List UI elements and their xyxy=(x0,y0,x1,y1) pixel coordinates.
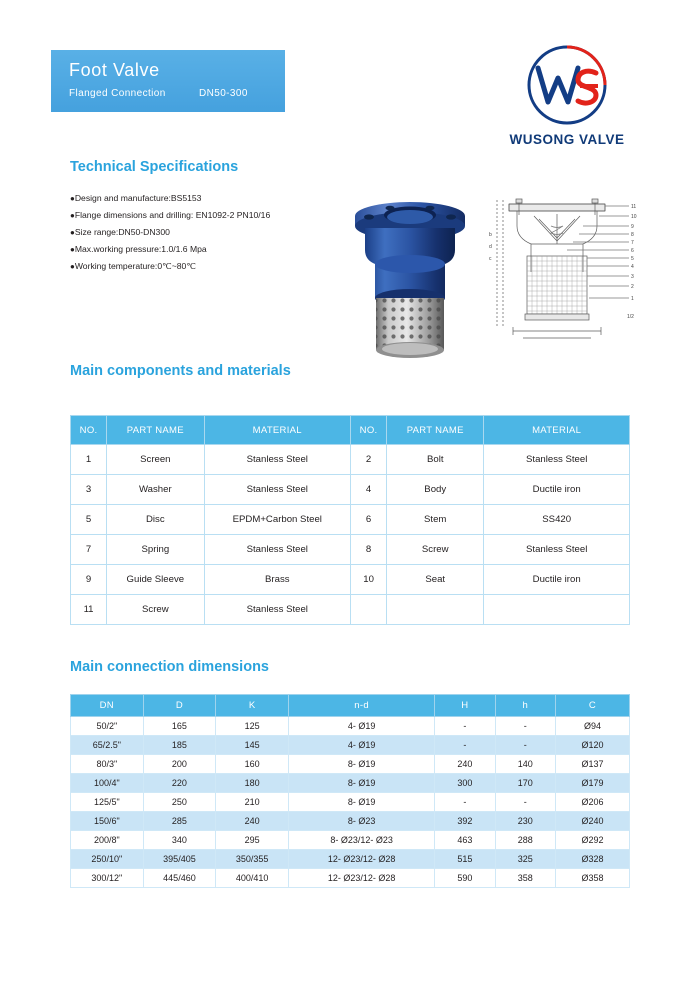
svg-text:2: 2 xyxy=(631,284,634,290)
col-part-2: PART NAME xyxy=(387,416,484,445)
cell: 220 xyxy=(143,774,216,793)
cell: Ø206 xyxy=(555,793,629,812)
col-part-1: PART NAME xyxy=(107,416,204,445)
cell: Ø292 xyxy=(555,831,629,850)
spec-text: Flange dimensions and drilling: EN1092-2 PN10/16 xyxy=(74,210,271,220)
cell: 240 xyxy=(216,812,289,831)
cell: Brass xyxy=(204,565,350,595)
cell: 125 xyxy=(216,717,289,736)
cell: 350/355 xyxy=(216,850,289,869)
svg-text:6: 6 xyxy=(631,248,634,254)
cell: 325 xyxy=(495,850,555,869)
cell: Stanless Steel xyxy=(204,595,350,625)
cell: 50/2" xyxy=(71,717,144,736)
table-row xyxy=(71,565,630,595)
cell: 8- Ø19 xyxy=(289,793,435,812)
cell: Stanless Steel xyxy=(204,535,350,565)
section-title-technical: Technical Specifications xyxy=(70,159,239,175)
cell: Ductile iron xyxy=(484,475,630,505)
cell: 5 xyxy=(71,505,107,535)
col-mat-1: MATERIAL xyxy=(204,416,350,445)
cell: 160 xyxy=(216,755,289,774)
cell: - xyxy=(495,793,555,812)
table-row xyxy=(71,736,630,755)
svg-text:3: 3 xyxy=(631,274,634,280)
cell: Stanless Steel xyxy=(484,445,630,475)
table-row xyxy=(71,595,630,625)
table-row xyxy=(71,812,630,831)
cell: 150/6" xyxy=(71,812,144,831)
table-row xyxy=(71,793,630,812)
cell: Disc xyxy=(107,505,204,535)
cell: 185 xyxy=(143,736,216,755)
col-c: C xyxy=(555,695,629,717)
table-row xyxy=(71,475,630,505)
technical-specs-list xyxy=(70,190,340,275)
table-row xyxy=(71,505,630,535)
col-dn: DN xyxy=(71,695,144,717)
cell: 9 xyxy=(71,565,107,595)
page-header xyxy=(0,0,700,147)
section-title-dimensions: Main connection dimensions xyxy=(70,659,269,675)
cell: 250 xyxy=(143,793,216,812)
cell: 300/12" xyxy=(71,869,144,888)
cell: Ø179 xyxy=(555,774,629,793)
cell: 8- Ø23/12- Ø23 xyxy=(289,831,435,850)
cell: 12- Ø23/12- Ø28 xyxy=(289,869,435,888)
cell: Bolt xyxy=(387,445,484,475)
spec-item: ●Flange dimensions and drilling: EN1092-2 PN10/16 xyxy=(70,210,271,220)
cell: 8- Ø23 xyxy=(289,812,435,831)
col-no-1: NO. xyxy=(71,416,107,445)
cell: 285 xyxy=(143,812,216,831)
cell: Spring xyxy=(107,535,204,565)
cell: Ø240 xyxy=(555,812,629,831)
col-k: K xyxy=(216,695,289,717)
cell: SS420 xyxy=(484,505,630,535)
cell: Stanless Steel xyxy=(204,445,350,475)
cell: 358 xyxy=(495,869,555,888)
svg-text:c: c xyxy=(489,256,492,262)
cell: Ductile iron xyxy=(484,565,630,595)
svg-text:9: 9 xyxy=(631,224,634,230)
cell: 6 xyxy=(351,505,387,535)
cell: 445/460 xyxy=(143,869,216,888)
cell: 3 xyxy=(71,475,107,505)
cell: 100/4" xyxy=(71,774,144,793)
cell: 140 xyxy=(495,755,555,774)
cell: 10 xyxy=(351,565,387,595)
col-no-2: NO. xyxy=(351,416,387,445)
table-row xyxy=(71,850,630,869)
cell: 295 xyxy=(216,831,289,850)
cell: 8 xyxy=(351,535,387,565)
cell: 210 xyxy=(216,793,289,812)
cell: 395/405 xyxy=(143,850,216,869)
cell: 240 xyxy=(435,755,495,774)
section-title-components: Main components and materials xyxy=(70,363,291,379)
cell: 165 xyxy=(143,717,216,736)
cell: Stanless Steel xyxy=(204,475,350,505)
cell: 590 xyxy=(435,869,495,888)
cell: 288 xyxy=(495,831,555,850)
cell: Screw xyxy=(107,595,204,625)
cell: Ø358 xyxy=(555,869,629,888)
cell: Washer xyxy=(107,475,204,505)
cell: Ø94 xyxy=(555,717,629,736)
cell: 170 xyxy=(495,774,555,793)
cell: 80/3" xyxy=(71,755,144,774)
cell: Stem xyxy=(387,505,484,535)
cell: 340 xyxy=(143,831,216,850)
cell: - xyxy=(435,717,495,736)
cell: - xyxy=(435,793,495,812)
cell: 1 xyxy=(71,445,107,475)
cell: Ø120 xyxy=(555,736,629,755)
cell: 300 xyxy=(435,774,495,793)
technical-drawing xyxy=(487,186,657,361)
svg-text:8: 8 xyxy=(631,232,634,238)
company-logo xyxy=(492,40,642,155)
svg-text:11: 11 xyxy=(631,204,637,210)
cell-empty xyxy=(351,595,387,625)
table-header-row xyxy=(71,416,630,445)
svg-text:1: 1 xyxy=(631,296,634,302)
components-table xyxy=(70,415,630,625)
cell: Body xyxy=(387,475,484,505)
spec-text: Size range:DN50-DN300 xyxy=(74,227,170,237)
svg-text:d: d xyxy=(489,244,492,250)
company-name: WUSONG VALVE xyxy=(509,132,625,147)
svg-text:5: 5 xyxy=(631,256,634,262)
cell: 250/10" xyxy=(71,850,144,869)
cell: 2 xyxy=(351,445,387,475)
cell: Screw xyxy=(387,535,484,565)
cell: EPDM+Carbon Steel xyxy=(204,505,350,535)
dimensions-table xyxy=(70,694,630,888)
cell: 230 xyxy=(495,812,555,831)
table-row xyxy=(71,755,630,774)
table-row xyxy=(71,717,630,736)
cell: Ø328 xyxy=(555,850,629,869)
cell: Guide Sleeve xyxy=(107,565,204,595)
cell: 125/5" xyxy=(71,793,144,812)
cell: Screen xyxy=(107,445,204,475)
cell: 400/410 xyxy=(216,869,289,888)
col-nd: n-d xyxy=(289,695,435,717)
cell: 65/2.5" xyxy=(71,736,144,755)
cell: 4- Ø19 xyxy=(289,736,435,755)
table-row xyxy=(71,869,630,888)
cell: 7 xyxy=(71,535,107,565)
cell: 463 xyxy=(435,831,495,850)
table-row xyxy=(71,774,630,793)
connection-type-label: Flanged Connection xyxy=(69,88,166,99)
cell: 392 xyxy=(435,812,495,831)
spec-item: ●Design and manufacture:BS5153 xyxy=(70,193,202,203)
col-h: H xyxy=(435,695,495,717)
cell: 12- Ø23/12- Ø28 xyxy=(289,850,435,869)
page-title: Foot Valve xyxy=(69,60,160,80)
cell: 515 xyxy=(435,850,495,869)
cell: Stanless Steel xyxy=(484,535,630,565)
product-photo xyxy=(335,188,485,360)
cell: 11 xyxy=(71,595,107,625)
col-d: D xyxy=(143,695,216,717)
title-banner xyxy=(51,50,285,112)
spec-item: ●Working temperature:0℃~80℃ xyxy=(70,261,196,271)
spec-text: Design and manufacture:BS5153 xyxy=(74,193,202,203)
cell-empty xyxy=(484,595,630,625)
cell: - xyxy=(495,736,555,755)
cell-empty xyxy=(387,595,484,625)
table-row xyxy=(71,445,630,475)
cell: 4- Ø19 xyxy=(289,717,435,736)
col-h-small: h xyxy=(495,695,555,717)
cell: 145 xyxy=(216,736,289,755)
table-row xyxy=(71,535,630,565)
table-header-row xyxy=(71,695,630,717)
cell: Seat xyxy=(387,565,484,595)
spec-item: ●Size range:DN50-DN300 xyxy=(70,227,170,237)
svg-text:10: 10 xyxy=(631,214,637,220)
svg-text:7: 7 xyxy=(631,240,634,246)
spec-text: Max.working pressure:1.0/1.6 Mpa xyxy=(74,244,207,254)
svg-text:4: 4 xyxy=(631,264,634,270)
size-range-label: DN50-300 xyxy=(199,88,248,99)
cell: 200 xyxy=(143,755,216,774)
cell: 200/8" xyxy=(71,831,144,850)
table-row xyxy=(71,831,630,850)
cell: 8- Ø19 xyxy=(289,774,435,793)
svg-text:1/2: 1/2 xyxy=(627,314,634,320)
spec-item: ●Max.working pressure:1.0/1.6 Mpa xyxy=(70,244,207,254)
svg-text:b: b xyxy=(489,232,492,238)
cell: - xyxy=(495,717,555,736)
cell: - xyxy=(435,736,495,755)
cell: 4 xyxy=(351,475,387,505)
spec-text: Working temperature:0℃~80℃ xyxy=(74,261,196,271)
cell: 8- Ø19 xyxy=(289,755,435,774)
cell: Ø137 xyxy=(555,755,629,774)
cell: 180 xyxy=(216,774,289,793)
col-mat-2: MATERIAL xyxy=(484,416,630,445)
wusong-logo-icon xyxy=(492,40,642,135)
